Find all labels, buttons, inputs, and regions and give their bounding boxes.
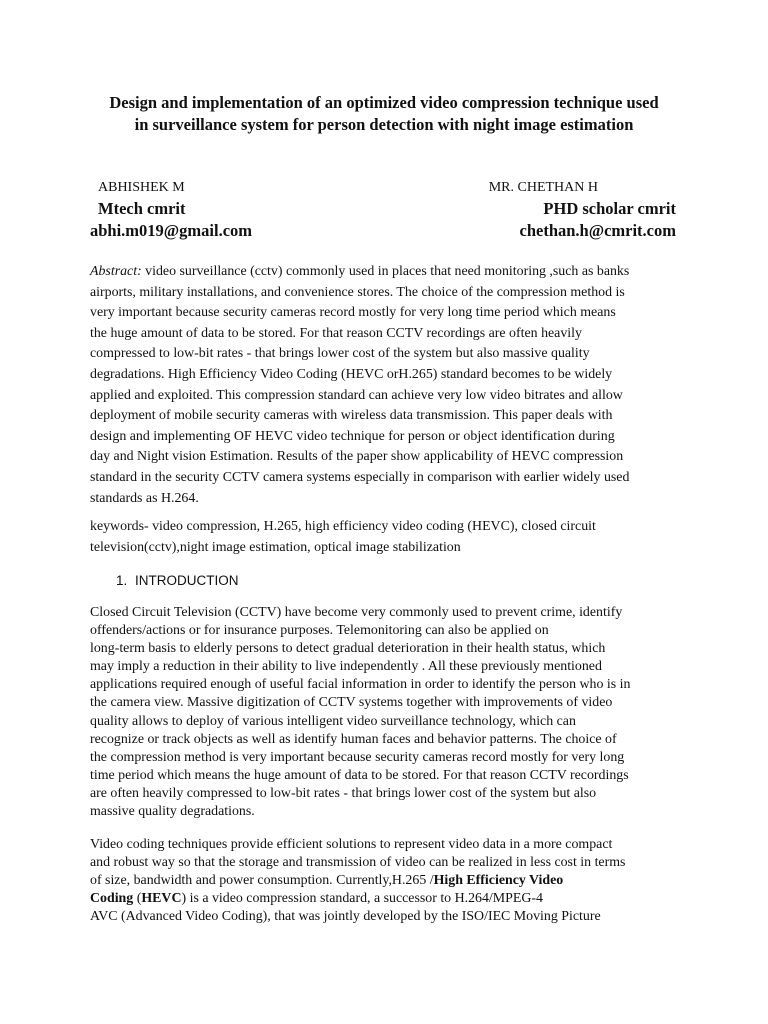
section-heading xyxy=(116,572,239,590)
bold-term: Coding xyxy=(90,891,134,907)
abstract-line: applied and exploited. This compression standard can achieve very low video bitrates and allow xyxy=(90,387,623,403)
para-text: of size, bandwidth and power consumption. Currently,H.265 / xyxy=(90,873,434,889)
intro-line: are often heavily compressed to low-bit rates - that brings lower cost of the system but also xyxy=(90,785,597,801)
intro-line: long-term basis to elderly persons to detect gradual deterioration in their health status, which xyxy=(90,641,606,657)
abstract-line: deployment of mobile security cameras with wireless data transmission. This paper deals with xyxy=(90,408,613,424)
abstract-line: airports, military installations, and convenience stores. The choice of the compression method is xyxy=(90,284,625,300)
bold-term: HEVC xyxy=(141,891,182,907)
para-line: and robust way so that the storage and transmission of video can be realized in less cost in terms xyxy=(90,855,626,871)
intro-line: the compression method is very important because security cameras record mostly for very long xyxy=(90,749,625,765)
author-name: MR. CHETHAN H xyxy=(488,180,598,195)
keywords xyxy=(90,517,596,558)
bold-term: High Efficiency Video xyxy=(433,873,564,889)
para-line xyxy=(90,872,625,890)
author-block-1 xyxy=(90,178,252,242)
abstract-label: Abstract: xyxy=(90,264,142,279)
abstract-line xyxy=(90,262,629,283)
intro-line: the camera view. Massive digitization of CCTV systems together with improvements of video xyxy=(90,695,613,711)
author-email: abhi.m019@gmail.com xyxy=(90,221,253,240)
author-block-2 xyxy=(489,178,676,242)
abstract xyxy=(90,262,629,509)
intro-line: may imply a reduction in their ability to live independently . All these previously mentioned xyxy=(90,659,602,675)
para-text: ( xyxy=(133,891,142,907)
keywords-line: television(cctv),night image estimation, optical image stabilization xyxy=(90,539,461,555)
introduction-paragraph xyxy=(90,604,630,821)
intro-line: recognize or track objects as well as identify human faces and behavior patterns. The choice of xyxy=(90,731,617,747)
abstract-text: video surveillance (cctv) commonly used in places that need monitoring ,such as banks xyxy=(141,264,630,279)
abstract-line: degradations. High Efficiency Video Coding (HEVC orH.265) standard becomes to be widely xyxy=(90,366,613,382)
para-line xyxy=(90,890,625,908)
abstract-line: design and implementing OF HEVC video technique for person or object identification during xyxy=(90,428,615,444)
abstract-line: day and Night vision Estimation. Results of the paper show applicability of HEVC compression xyxy=(90,449,624,465)
keywords-line: keywords- video compression, H.265, high efficiency video coding (HEVC), closed circuit xyxy=(90,519,596,534)
intro-line: offenders/actions or for insurance purposes. Telemonitoring can also be applied on xyxy=(90,623,549,639)
abstract-line: standards as H.264. xyxy=(90,490,199,506)
para-text: ) is a video compression standard, a successor to H.264/MPEG-4 xyxy=(181,891,543,907)
intro-line: massive quality degradations. xyxy=(90,804,255,820)
author-affiliation: Mtech cmrit xyxy=(98,199,186,218)
para-line: AVC (Advanced Video Coding), that was jointly developed by the ISO/IEC Moving Picture xyxy=(90,909,601,925)
abstract-line: standard in the security CCTV camera systems especially in comparison with earlier widely used xyxy=(90,469,630,485)
title-line: Design and implementation of an optimized video compression technique used xyxy=(109,93,659,112)
section-number: 1. xyxy=(116,573,128,588)
author-affiliation: PHD scholar cmrit xyxy=(543,199,676,218)
author-email: chethan.h@cmrit.com xyxy=(519,221,676,240)
intro-line: applications required enough of useful facial information in order to identify the person who is in xyxy=(90,677,631,693)
abstract-line: very important because security cameras record mostly for very long time period which means xyxy=(90,305,616,321)
para-line: Video coding techniques provide efficient solutions to represent video data in a more compact xyxy=(90,837,613,852)
author-name: ABHISHEK M xyxy=(98,180,185,195)
intro-line: quality allows to deploy of various intelligent video surveillance technology, which can xyxy=(90,713,576,729)
intro-line: time period which means the huge amount of data to be stored. For that reason CCTV recordings xyxy=(90,767,629,783)
intro-line: Closed Circuit Television (CCTV) have become very commonly used to prevent crime, identify xyxy=(90,605,623,620)
abstract-line: compressed to low-bit rates - that brings lower cost of the system but also massive quality xyxy=(90,346,590,362)
paper-title xyxy=(60,92,708,136)
title-line: in surveillance system for person detection with night image estimation xyxy=(134,115,634,134)
video-coding-paragraph xyxy=(90,836,625,926)
section-title: INTRODUCTION xyxy=(135,573,239,588)
abstract-line: the huge amount of data to be stored. For that reason CCTV recordings are often heavily xyxy=(90,325,582,341)
